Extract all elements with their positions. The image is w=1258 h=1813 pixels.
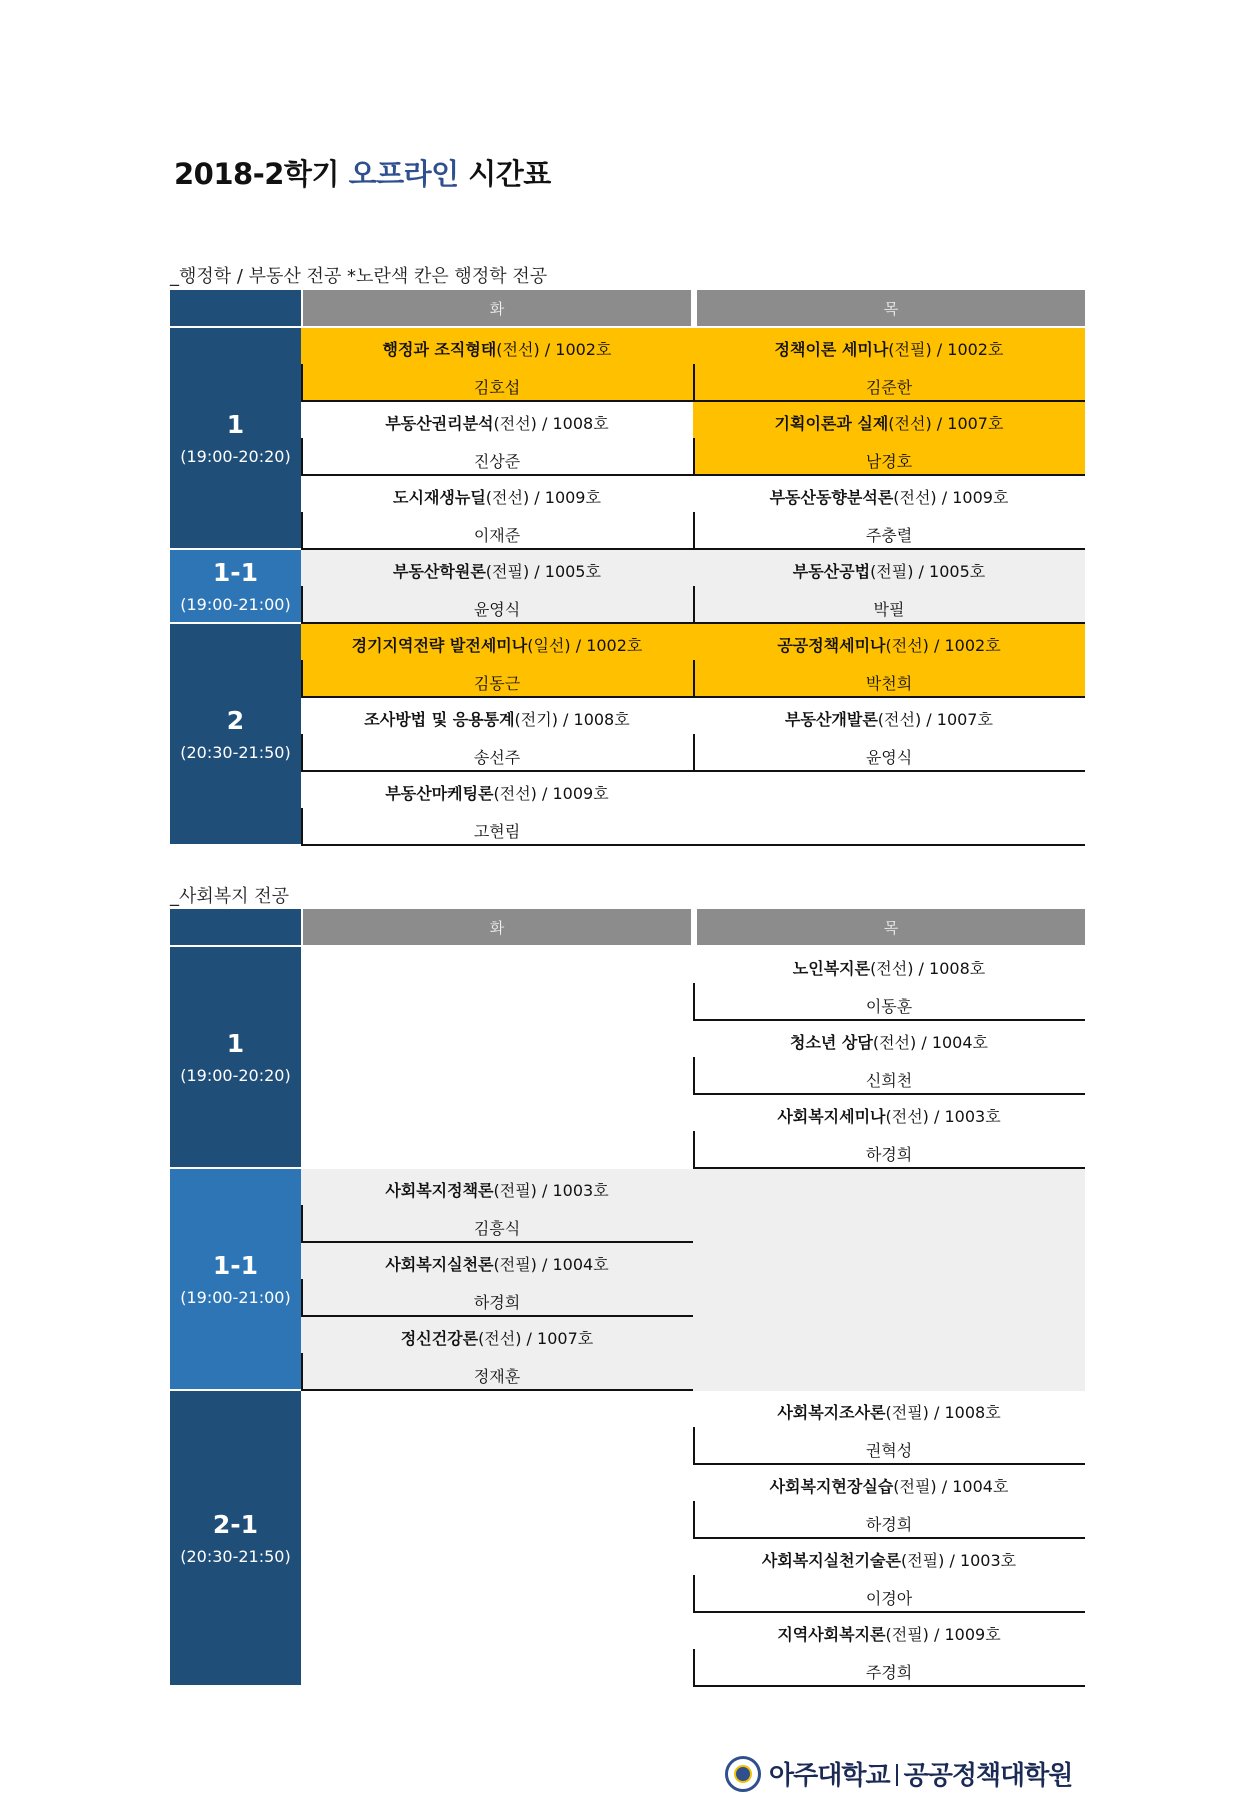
course-title	[693, 956, 1085, 979]
course-title	[693, 633, 1085, 656]
course-title	[301, 781, 693, 804]
professor-name: 김준한	[865, 378, 913, 397]
course-cell	[301, 1317, 693, 1391]
time-slot	[170, 1391, 301, 1685]
course-title	[693, 411, 1085, 434]
course-cell	[693, 624, 1085, 698]
page-title	[174, 152, 551, 193]
day-header: 목	[697, 290, 1085, 326]
course-name: 사회복지현장실습	[769, 1477, 894, 1496]
slot-number: 1	[226, 1029, 245, 1058]
course-name: 행정과 조직형태	[382, 340, 497, 359]
course-cell	[301, 402, 693, 476]
course-title	[693, 1030, 1085, 1053]
time-slot	[170, 550, 301, 622]
course-title	[693, 485, 1085, 508]
course-type: (전선)	[872, 1033, 917, 1052]
slot-time: (19:00-20:20)	[180, 447, 291, 466]
professor-name: 신희천	[865, 1071, 913, 1090]
course-name: 조사방법 및 응용통계	[364, 710, 515, 729]
course-room: / 1009호	[529, 488, 601, 507]
course-room: / 1005호	[913, 562, 986, 581]
course-type: (전필)	[893, 1477, 937, 1496]
title-accent: 오프라인	[348, 157, 459, 191]
course-cell	[301, 1243, 693, 1317]
course-cell	[693, 476, 1085, 550]
course-cell	[301, 550, 693, 624]
course-cell	[693, 402, 1085, 476]
course-room: / 1002호	[928, 636, 1001, 655]
course-type: (전선)	[493, 414, 537, 433]
course-title	[301, 1326, 693, 1349]
course-title	[693, 1622, 1085, 1645]
course-cell	[693, 772, 1085, 846]
course-cell	[693, 1021, 1085, 1095]
course-type: (전선)	[877, 710, 922, 729]
title-suffix: 시간표	[468, 157, 551, 191]
course-cell	[301, 772, 693, 846]
course-name: 부동산공법	[792, 562, 871, 581]
course-name: 정책이론 세미나	[774, 340, 889, 359]
course-cell	[693, 328, 1085, 402]
course-cell	[301, 328, 693, 402]
course-title	[301, 1252, 693, 1275]
course-type: (전선)	[888, 414, 932, 433]
professor-name: 주충렬	[865, 526, 913, 545]
section-label-admin: _행정학 / 부동산 전공 *노란색 칸은 행정학 전공	[170, 266, 548, 287]
course-type: (전필)	[493, 1255, 537, 1274]
course-name: 도시재생뉴딜	[393, 488, 486, 507]
course-room: / 1008호	[913, 959, 986, 978]
professor-name: 하경희	[865, 1515, 913, 1534]
course-title	[301, 559, 693, 582]
course-type: (전기)	[514, 710, 558, 729]
time-slot	[170, 328, 301, 548]
day-header: 화	[303, 909, 691, 945]
course-name: 정신건강론	[400, 1329, 479, 1348]
course-name: 부동산권리분석	[385, 414, 494, 433]
course-cell	[693, 1465, 1085, 1539]
course-type: (전선)	[485, 488, 530, 507]
course-title	[301, 411, 693, 434]
slot-number: 1-1	[212, 558, 259, 587]
section-label-welfare: _사회복지 전공	[170, 886, 290, 907]
course-title	[301, 633, 693, 656]
footer-school: 공공정책대학원	[903, 1761, 1073, 1791]
course-room: / 1004호	[936, 1477, 1009, 1496]
course-title	[693, 1104, 1085, 1127]
university-seal-icon	[725, 1756, 761, 1792]
course-type: (전선)	[885, 636, 929, 655]
course-room: / 1003호	[928, 1107, 1001, 1126]
course-room: / 1002호	[570, 636, 643, 655]
slot-time: (19:00-21:00)	[180, 595, 291, 614]
time-slot	[170, 947, 301, 1167]
course-type: (전필)	[885, 1403, 929, 1422]
course-name: 지역사회복지론	[777, 1625, 886, 1644]
slot-time: (19:00-21:00)	[180, 1288, 291, 1307]
course-type: (전선)	[893, 488, 937, 507]
course-name: 부동산동향분석론	[769, 488, 894, 507]
day-header: 목	[697, 909, 1085, 945]
professor-name: 김동근	[473, 674, 521, 693]
course-type: (일선)	[527, 636, 571, 655]
course-title	[693, 1400, 1085, 1423]
professor-name: 이재준	[473, 526, 521, 545]
course-name: 사회복지정책론	[385, 1181, 494, 1200]
course-room: / 1007호	[521, 1329, 594, 1348]
course-cell	[301, 624, 693, 698]
course-type: (전선)	[478, 1329, 522, 1348]
course-name: 부동산개발론	[785, 710, 878, 729]
course-room: / 1009호	[536, 784, 609, 803]
course-cell	[693, 698, 1085, 772]
course-type: (전선)	[885, 1107, 929, 1126]
course-type: (전필)	[885, 1625, 929, 1644]
professor-name: 김호섭	[473, 378, 521, 397]
course-cell	[693, 550, 1085, 624]
time-slot	[170, 1169, 301, 1389]
course-room: / 1009호	[928, 1625, 1001, 1644]
course-name: 노인복지론	[792, 959, 871, 978]
header-corner	[170, 909, 301, 945]
course-title	[693, 559, 1085, 582]
professor-name: 김흥식	[473, 1219, 521, 1238]
professor-name: 송선주	[473, 748, 521, 767]
day-header: 화	[303, 290, 691, 326]
course-room: / 1004호	[536, 1255, 609, 1274]
professor-name: 남경호	[865, 452, 913, 471]
course-cell	[301, 698, 693, 772]
course-title	[301, 485, 693, 508]
course-room: / 1007호	[931, 414, 1004, 433]
slot-time: (20:30-21:50)	[180, 743, 291, 762]
course-type: (전선)	[496, 340, 540, 359]
professor-name: 진상준	[473, 452, 521, 471]
course-room: / 1003호	[536, 1181, 609, 1200]
professor-name: 윤영식	[865, 748, 913, 767]
course-name: 사회복지실천기술론	[761, 1551, 901, 1570]
professor-name: 권혁성	[865, 1441, 913, 1460]
professor-name: 하경희	[865, 1145, 913, 1164]
course-title	[301, 707, 693, 730]
course-room: / 1005호	[529, 562, 601, 581]
course-title	[301, 1178, 693, 1201]
course-type: (전필)	[485, 562, 530, 581]
course-cell	[693, 1539, 1085, 1613]
slot-number: 1-1	[212, 1251, 259, 1280]
header-corner	[170, 290, 301, 326]
course-room: / 1008호	[536, 414, 609, 433]
course-type: (전선)	[493, 784, 537, 803]
course-cell	[693, 1095, 1085, 1169]
course-title	[693, 707, 1085, 730]
professor-name: 주경희	[865, 1663, 913, 1682]
course-room: / 1003호	[944, 1551, 1017, 1570]
course-room: / 1009호	[936, 488, 1009, 507]
slot-number: 2-1	[212, 1510, 259, 1539]
slot-time: (19:00-20:20)	[180, 1066, 291, 1085]
course-name: 경기지역전략 발전세미나	[351, 636, 528, 655]
course-name: 사회복지조사론	[777, 1403, 886, 1422]
course-name: 부동산학원론	[393, 562, 486, 581]
professor-name: 이경아	[865, 1589, 913, 1608]
course-cell	[693, 1391, 1085, 1465]
course-name: 사회복지세미나	[777, 1107, 886, 1126]
title-term: 2018-2학기	[174, 157, 339, 191]
professor-name: 윤영식	[473, 600, 521, 619]
course-room: / 1004호	[916, 1033, 988, 1052]
course-name: 공공정책세미나	[777, 636, 886, 655]
course-name: 부동산마케팅론	[385, 784, 494, 803]
course-cell	[301, 1169, 693, 1243]
timetable-admin-realestate	[170, 290, 1085, 841]
course-room: / 1002호	[539, 340, 612, 359]
time-slot	[170, 624, 301, 844]
professor-name: 이동훈	[865, 997, 913, 1016]
timetable-social-welfare	[170, 909, 1085, 1687]
course-title	[301, 337, 693, 360]
course-cell	[301, 476, 693, 550]
professor-name: 박필	[873, 600, 905, 619]
course-name: 청소년 상담	[789, 1033, 873, 1052]
course-cell	[693, 947, 1085, 1021]
professor-name: 하경희	[473, 1293, 521, 1312]
footer-university: 아주대학교	[769, 1761, 890, 1791]
professor-name: 정재훈	[473, 1367, 521, 1386]
course-title	[693, 1474, 1085, 1497]
slot-number: 1	[226, 410, 245, 439]
course-name: 사회복지실천론	[385, 1255, 494, 1274]
course-type: (전선)	[870, 959, 914, 978]
course-title	[693, 1548, 1085, 1571]
professor-name: 고현림	[473, 822, 521, 841]
course-room: / 1002호	[931, 340, 1004, 359]
course-room: / 1008호	[928, 1403, 1001, 1422]
course-type: (전필)	[900, 1551, 945, 1570]
footer-logo	[725, 1755, 1072, 1792]
course-room: / 1008호	[557, 710, 630, 729]
course-cell	[693, 1613, 1085, 1687]
course-title	[693, 337, 1085, 360]
slot-number: 2	[226, 706, 245, 735]
professor-name: 박천희	[865, 674, 913, 693]
course-room: / 1007호	[921, 710, 993, 729]
course-type: (전필)	[870, 562, 914, 581]
course-type: (전필)	[888, 340, 932, 359]
slot-time: (20:30-21:50)	[180, 1547, 291, 1566]
course-type: (전필)	[493, 1181, 537, 1200]
course-name: 기획이론과 실제	[774, 414, 889, 433]
